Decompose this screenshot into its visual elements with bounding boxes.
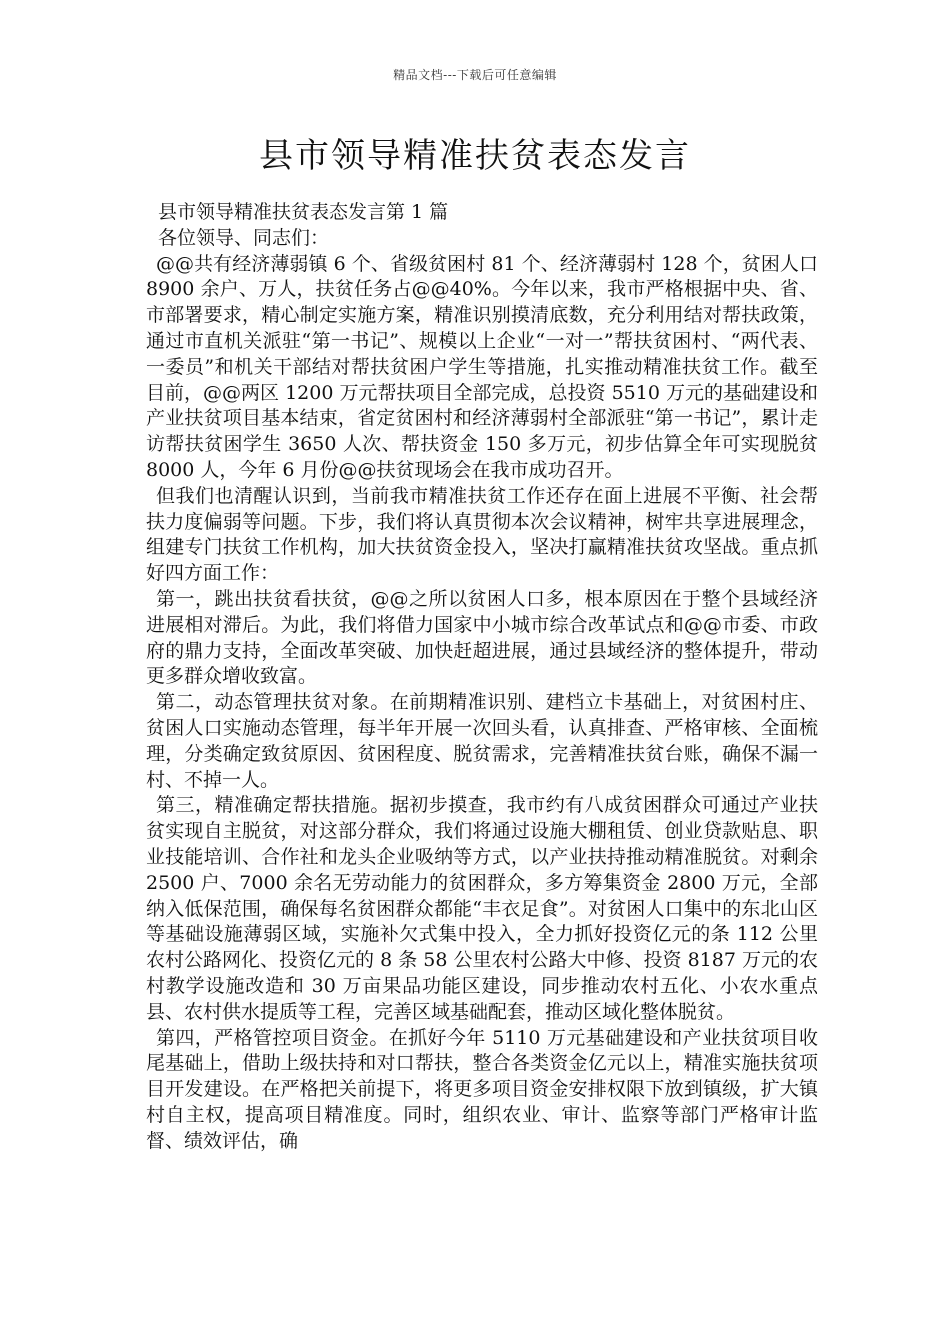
paragraph-2: 但我们也清醒认识到，当前我市精准扶贫工作还存在面上进展不平衡、社会帮扶力度偏弱等问题。下步，我们将认真贯彻本次会议精神，树牢共享进展理念，组建专门扶贫工作机构，加大扶贫资金投入，坚决打赢精准扶贫攻坚战。重点抓好四方面工作： <box>146 484 818 585</box>
header-note: 精品文档---下载后可任意编辑 <box>393 68 557 82</box>
paragraph-6: 第四，严格管控项目资金。在抓好今年 5110 万元基础建设和产业扶贫项目收尾基础上，借助上级扶持和对口帮扶，整合各类资金亿元以上，精准实施扶贫项目开发建设。在严格把关前提下，将更多项目资金安排权限下放到镇级，扩大镇村自主权，提高项目精准度。同时，组织农业、审计、监察等部门严格审计监督、绩效评估，确 <box>146 1026 818 1152</box>
document-title: 县市领导精准扶贫表态发言 <box>259 136 691 176</box>
paragraph-3: 第一，跳出扶贫看扶贫，@@之所以贫困人口多，根本原因在于整个县域经济进展相对滞后。为此，我们将借力国家中小城市综合改革试点和@@市委、市政府的鼎力支持，全面改革突破、加快赶超进展，通过县域经济的整体提升，带动更多群众增收致富。 <box>146 587 818 688</box>
salutation: 各位领导、同志们： <box>158 226 330 249</box>
subtitle: 县市领导精准扶贫表态发言第 1 篇 <box>158 201 449 223</box>
paragraph-5: 第三，精准确定帮扶措施。据初步摸查，我市约有八成贫困群众可通过产业扶贫实现自主脱贫，对这部分群众，我们将通过设施大棚租赁、创业贷款贴息、职业技能培训、合作社和龙头企业吸纳等方式，以产业扶持推动精准脱贫。对剩余 2500 户、7000 余名无劳动能力的贫困群众，多方筹集资金 2800 万元，全部纳入低保范围，确保每名贫困群众都能“丰衣足食”。对贫困人口集中的东北山区等基础设施薄弱区域，实施补欠式集中投入，全力抓好投资亿元的条 112 公里农村公路网化、投资亿元的 8 条 58 公里农村公路大中修、投资 8187 万元的农村教学设施改造和 30 万亩果品功能区建设，同步推动农村五化、小农水重点县、农村供水提质等工程，完善区域基础配套，推动区域化整体脱贫。 <box>146 794 818 1023</box>
paragraph-1: @@共有经济薄弱镇 6 个、省级贫困村 81 个、经济薄弱村 128 个，贫困人口 8900 余户、万人，扶贫任务占@@40%。今年以来，我市严格根据中央、省、市部署要求，精心制定实施方案，精准识别摸清底数，充分利用结对帮扶政策，通过市直机关派驻“第一书记”、规模以上企业“一对一”帮扶贫困村、“两代表、一委员”和机关干部结对帮扶贫困户学生等措施，扎实推动精准扶贫工作。截至目前，@@两区 1200 万元帮扶项目全部完成，总投资 5510 万元的基础建设和产业扶贫项目基本结束，省定贫困村和经济薄弱村全部派驻“第一书记”，累计走访帮扶贫困学生 3650 人次、帮扶资金 150 多万元，初步估算全年可实现脱贫 8000 人，今年 6 月份@@扶贫现场会在我市成功召开。 <box>146 252 818 481</box>
document-body <box>146 200 818 1154</box>
paragraph-4: 第二，动态管理扶贫对象。在前期精准识别、建档立卡基础上，对贫困村庄、贫困人口实施动态管理，每半年开展一次回头看，认真排查、严格审核、全面梳理，分类确定致贫原因、贫困程度、脱贫需求，完善精准扶贫台账，确保不漏一村、不掉一人。 <box>146 691 818 791</box>
